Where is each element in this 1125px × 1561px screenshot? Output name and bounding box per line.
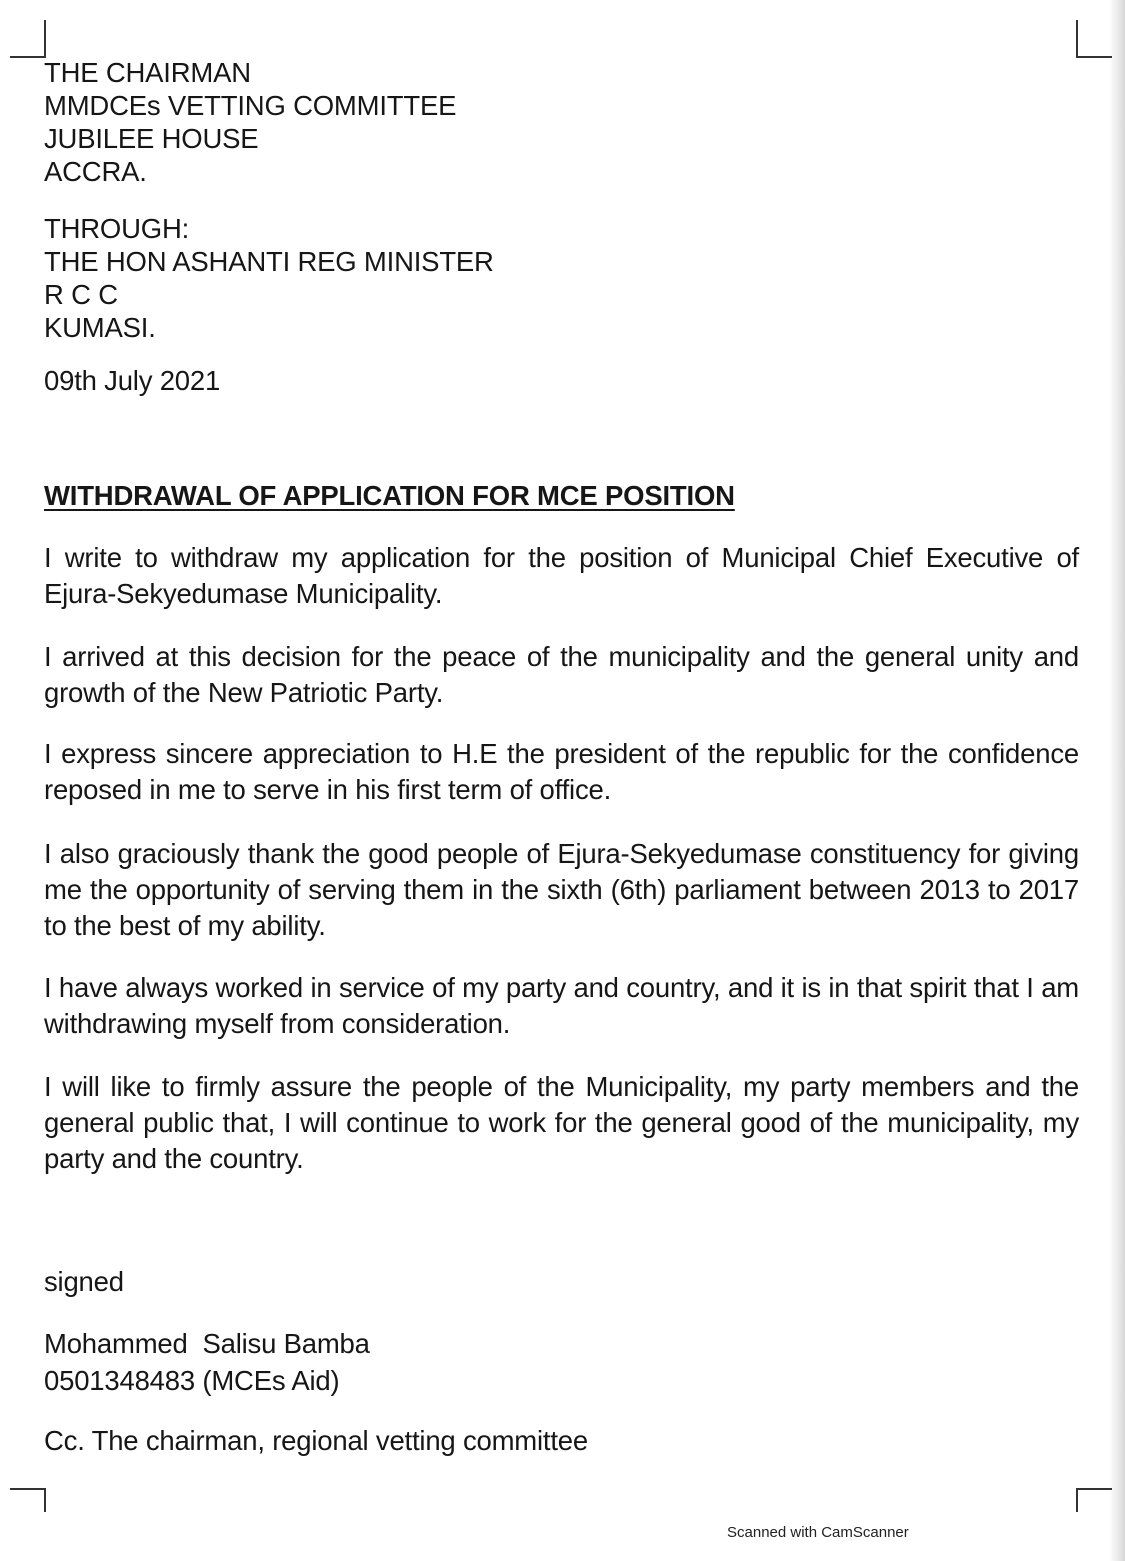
body-paragraph: I express sincere appreciation to H.E the president of the republic for the confidence reposed in me to serve in his first term of office. xyxy=(44,738,1079,805)
corner-mark-top-right xyxy=(1076,20,1112,58)
signatory-name: Mohammed Salisu Bamba xyxy=(44,1328,370,1359)
addressee-block xyxy=(44,56,1079,188)
body-paragraph: I have always worked in service of my party and country, and it is in that spirit that I am withdrawing myself from consideration. xyxy=(44,972,1079,1039)
body-paragraph: I write to withdraw my application for the position of Municipal Chief Executive of Ejura-Sekyedumase Municipality. xyxy=(44,542,1079,609)
letter-subject: WITHDRAWAL OF APPLICATION FOR MCE POSITION xyxy=(44,480,735,511)
corner-mark-bottom-left xyxy=(10,1488,46,1512)
corner-mark-bottom-right xyxy=(1076,1488,1112,1512)
addressee-line: THE CHAIRMAN xyxy=(44,57,251,88)
addressee-line: JUBILEE HOUSE xyxy=(44,123,259,154)
signed-label: signed xyxy=(44,1266,124,1297)
scanner-watermark: Scanned with CamScanner xyxy=(727,1524,909,1541)
signatory-block xyxy=(44,1325,1079,1399)
addressee-line: ACCRA. xyxy=(44,156,147,187)
cc-line: Cc. The chairman, regional vetting committee xyxy=(44,1425,588,1456)
corner-mark-top-left xyxy=(10,20,46,58)
body-paragraph: I also graciously thank the good people of Ejura-Sekyedumase constituency for giving me the opportunity of serving them in the sixth (6th) parliament between 2013 to 2017 to the best of my ability. xyxy=(44,838,1079,941)
body-paragraph: I arrived at this decision for the peace of the municipality and the general unity and growth of the New Patriotic Party. xyxy=(44,641,1079,708)
letter-date: 09th July 2021 xyxy=(44,365,221,396)
through-line: R C C xyxy=(44,279,118,310)
addressee-line: MMDCEs VETTING COMMITTEE xyxy=(44,90,457,121)
through-line: KUMASI. xyxy=(44,312,156,343)
body-paragraph: I will like to firmly assure the people of the Municipality, my party members and the general public that, I will continue to work for the general good of the municipality, my party and the country. xyxy=(44,1071,1079,1174)
through-block xyxy=(44,212,1079,344)
through-line: THE HON ASHANTI REG MINISTER xyxy=(44,246,494,277)
page-edge-shadow xyxy=(1109,0,1125,1561)
through-line: THROUGH: xyxy=(44,213,190,244)
signatory-contact: 0501348483 (MCEs Aid) xyxy=(44,1365,340,1396)
